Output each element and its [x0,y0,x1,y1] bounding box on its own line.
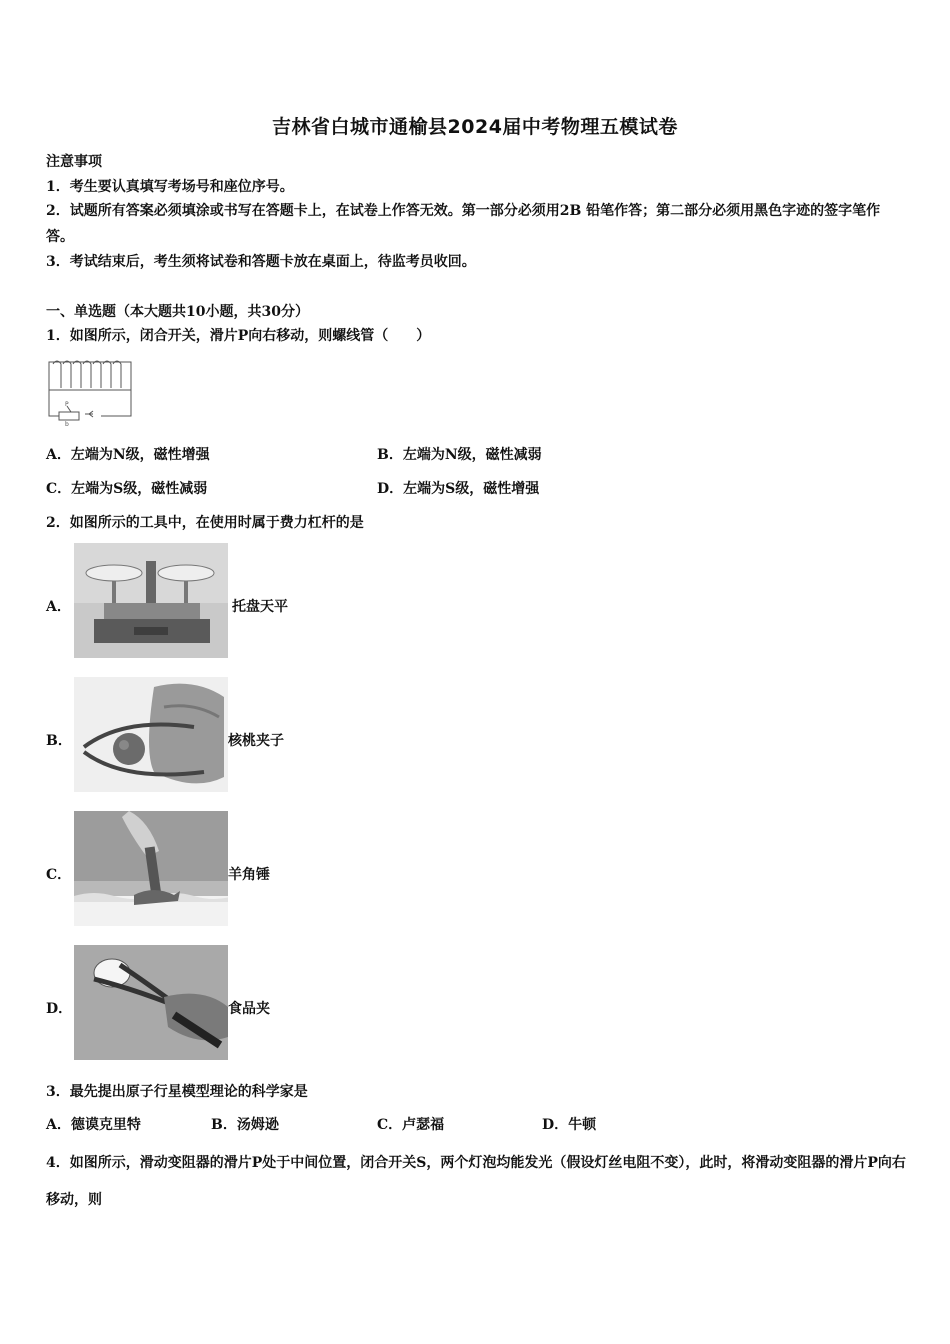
q2-option-c-letter: C． [46,867,72,883]
q1-stem: 1．如图所示，闭合开关，滑片P向右移动，则螺线管（ ） [46,328,431,344]
notice-item-3: 3．考试结束后，考生须将试卷和答题卡放在桌面上，待监考员收回。 [46,254,476,270]
page-title: 吉林省白城市通榆县2024届中考物理五模试卷 [272,116,678,138]
q2-option-c-label: 羊角锤 [228,867,270,883]
q2-stem: 2．如图所示的工具中，在使用时属于费力杠杆的是 [46,515,364,531]
q3-stem: 3．最先提出原子行星模型理论的科学家是 [46,1084,308,1100]
q2-option-d-label: 食品夹 [228,1001,270,1017]
q2-option-b-letter: B． [46,733,72,749]
q3-option-c: C．卢瑟福 [377,1117,445,1133]
q3-option-d: D．牛顿 [542,1117,597,1133]
q3-option-a: A．德谟克里特 [46,1117,141,1133]
claw-hammer-photo [74,811,228,926]
notice-heading: 注意事项 [46,154,102,170]
section-heading: 一、单选题（本大题共10小题，共30分） [46,304,309,320]
q1-option-d: D．左端为S级，磁性增强 [377,481,540,497]
q3-option-b: B．汤姆逊 [211,1117,279,1133]
solenoid-circuit-figure [45,356,135,428]
q2-option-a-letter: A． [46,599,71,615]
q1-option-b: B．左端为N级，磁性减弱 [377,447,542,463]
notice-item-1: 1．考生要认真填写考场号和座位序号。 [46,179,294,195]
q2-option-b-label: 核桃夹子 [228,733,284,749]
q2-option-a-label: 托盘天平 [232,599,288,615]
nutcracker-photo [74,677,228,792]
food-tongs-photo [74,945,228,1060]
q2-option-d-letter: D． [46,1001,73,1017]
q4-stem: 4．如图所示，滑动变阻器的滑片P处于中间位置，闭合开关S，两个灯泡均能发光（假设灯丝电阻不变），此时，将滑动变阻器的滑片P向右移动，则 [46,1155,906,1208]
circuit-label-b: b [65,421,69,428]
q1-option-c: C．左端为S级，磁性减弱 [46,481,208,497]
notice-item-2: 2．试题所有答案必须填涂或书写在答题卡上，在试卷上作答无效。第一部分必须用2B 铅笔作答；第二部分必须用黑色字迹的签字笔作答。 [46,203,881,245]
q1-option-a: A．左端为N级，磁性增强 [46,447,210,463]
circuit-label-p: P [65,401,69,408]
balance-photo [74,543,228,658]
